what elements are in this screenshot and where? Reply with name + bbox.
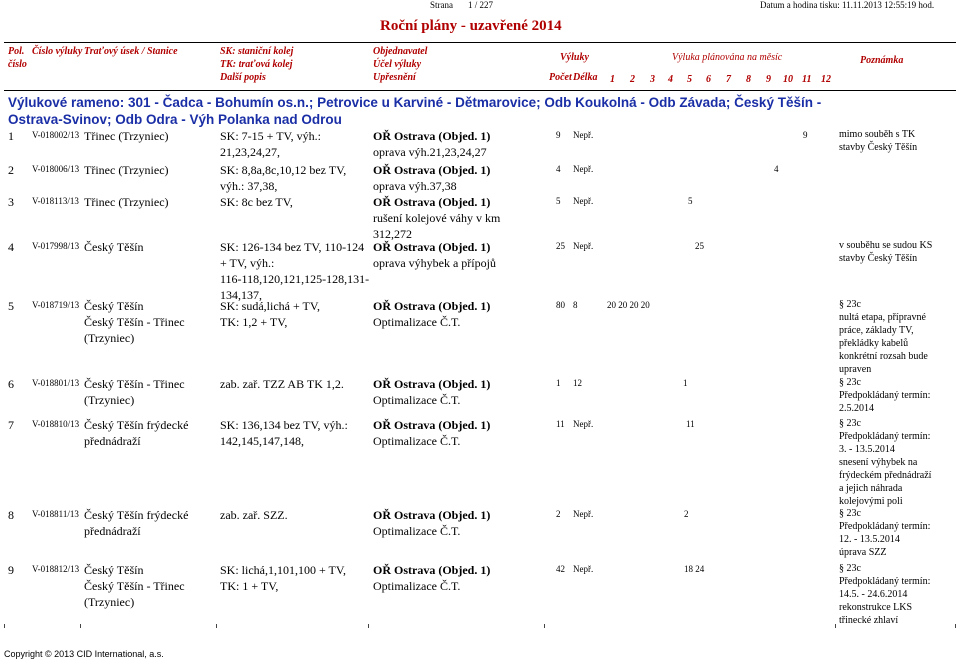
row-note-line: a jejich náhrada — [839, 483, 903, 494]
tick-7 — [955, 624, 956, 628]
row-note-line: překládky kabelů — [839, 338, 909, 349]
col-upresneni: Upřesnění — [373, 72, 416, 83]
row-station: Třinec (Trzyniec) — [84, 195, 169, 209]
row-id: V-018719/13 — [32, 300, 80, 310]
row-ucel-line1: rušení kolejové váhy v km — [373, 211, 501, 225]
page-number: 1 / 227 — [468, 0, 494, 10]
row-sk-line1: SK: 7-15 + TV, výh.: — [220, 129, 322, 143]
row-note-line: § 23c — [839, 508, 861, 519]
row-number: 4 — [8, 240, 14, 254]
row-delka: Nepř. — [573, 419, 594, 429]
row-station: Třinec (Trzyniec) — [84, 163, 169, 177]
row-station: Český Těšín frýdecké — [84, 508, 189, 522]
row-delka: Nepř. — [573, 196, 594, 206]
row-delka: Nepř. — [573, 130, 594, 140]
row-delka: Nepř. — [573, 509, 594, 519]
row-objednavatel: OŘ Ostrava (Objed. 1) — [373, 163, 491, 177]
row-months: 4 — [774, 164, 779, 174]
row-id: V-018006/13 — [32, 164, 80, 174]
row-note-line: § 23c — [839, 563, 861, 574]
row-number: 7 — [8, 418, 14, 432]
row-station: Třinec (Trzyniec) — [84, 129, 169, 143]
col-dalsi-popis: Další popis — [220, 72, 266, 83]
row-station: Český Těšín - Třinec — [84, 377, 185, 391]
row-note-line: snesení výhybek na — [839, 457, 918, 468]
row-note-line: práce, základy TV, — [839, 325, 914, 336]
row-pocet: 11 — [556, 419, 565, 429]
row-delka: 8 — [573, 300, 578, 310]
row-note-line: nultá etapa, přípravné — [839, 312, 926, 323]
col-month-8: 8 — [746, 74, 751, 85]
row-months: 9 — [803, 130, 808, 140]
col-pol: Pol. — [8, 46, 25, 57]
col-cislo-vyluky: Číslo výluky — [32, 46, 83, 57]
row-objednavatel: OŘ Ostrava (Objed. 1) — [373, 563, 491, 577]
row-number: 2 — [8, 163, 14, 177]
row-ucel-line1: Optimalizace Č.T. — [373, 579, 461, 593]
row-objednavatel: OŘ Ostrava (Objed. 1) — [373, 195, 491, 209]
row-objednavatel: OŘ Ostrava (Objed. 1) — [373, 377, 491, 391]
row-station: Český Těšín — [84, 240, 144, 254]
row-station-line3: (Trzyniec) — [84, 595, 135, 609]
row-objednavatel: OŘ Ostrava (Objed. 1) — [373, 299, 491, 313]
row-sk-line3: 116-118,120,121,125-128,131- — [220, 272, 370, 286]
row-note-line: Předpokládaný termín: — [839, 431, 931, 442]
print-date: Datum a hodina tisku: 11.11.2013 12:55:19 hod. — [760, 0, 935, 10]
col-month-1: 1 — [610, 74, 615, 85]
row-note-line: § 23c — [839, 377, 861, 388]
col-delka: Délka — [573, 72, 598, 83]
page-label: Strana — [430, 0, 453, 10]
row-pocet: 1 — [556, 378, 561, 388]
row-note-line: stavby Český Těšín — [839, 142, 918, 153]
row-note-line: Předpokládaný termín: — [839, 521, 931, 532]
col-month-4: 4 — [668, 74, 673, 85]
row-sk-line1: zab. zař. TZZ AB TK 1,2. — [220, 377, 344, 391]
row-id: V-018113/13 — [32, 196, 79, 206]
col-planovana: Výluka plánována na měsíc — [672, 52, 783, 63]
row-station: Český Těšín frýdecké — [84, 418, 189, 432]
row-note-line: 14.5. - 24.6.2014 — [839, 589, 908, 600]
row-id: V-018002/13 — [32, 130, 80, 140]
row-station-line2: Český Těšín - Třinec — [84, 579, 185, 593]
row-number: 5 — [8, 299, 14, 313]
tick-5 — [544, 624, 545, 628]
tick-2 — [80, 624, 81, 628]
col-cislo: číslo — [8, 59, 27, 70]
row-station-line2: (Trzyniec) — [84, 393, 135, 407]
row-note-line: rekonstrukce LKS — [839, 602, 913, 613]
tick-4 — [368, 624, 369, 628]
row-number: 3 — [8, 195, 14, 209]
tick-1 — [4, 624, 5, 628]
row-objednavatel: OŘ Ostrava (Objed. 1) — [373, 240, 491, 254]
row-number: 1 — [8, 129, 14, 143]
col-sk: SK: staniční kolej — [220, 46, 294, 57]
route-heading: Výlukové rameno: 301 - Čadca - Bohumín os.n.; Petrovice u Karviné - Dětmarovice; Odb Koukolná - Odb Závada; Český Těšín - Ostrava-Svinov; Odb Odra - Výh Polanka nad Odrou — [8, 95, 822, 127]
row-pocet: 25 — [556, 241, 565, 251]
row-pocet: 2 — [556, 509, 561, 519]
row-note-line: konkrétní rozsah bude — [839, 351, 928, 362]
row-sk-line2: TK: 1,2 + TV, — [220, 315, 288, 329]
col-poznamka: Poznámka — [860, 55, 904, 66]
col-month-7: 7 — [726, 74, 731, 85]
row-ucel-line1: Optimalizace Č.T. — [373, 524, 461, 538]
row-sk-line1: SK: 8c bez TV, — [220, 195, 293, 209]
row-number: 6 — [8, 377, 14, 391]
row-sk-line2: výh.: 37,38, — [220, 179, 278, 193]
row-months: 18 24 — [684, 564, 705, 574]
row-station: Český Těšín — [84, 563, 144, 577]
row-pocet: 4 — [556, 164, 561, 174]
row-note-line: 12. - 13.5.2014 — [839, 534, 900, 545]
row-id: V-018801/13 — [32, 378, 80, 388]
row-station-line2: přednádraží — [84, 434, 141, 448]
row-delka: 12 — [573, 378, 582, 388]
col-month-10: 10 — [783, 74, 793, 85]
row-sk-line2: 21,23,24,27, — [220, 145, 280, 159]
row-pocet: 42 — [556, 564, 565, 574]
col-ucel: Účel výluky — [373, 59, 422, 70]
row-objednavatel: OŘ Ostrava (Objed. 1) — [373, 508, 491, 522]
row-ucel-line1: Optimalizace Č.T. — [373, 315, 461, 329]
row-id: V-017998/13 — [32, 241, 80, 251]
col-objednavatel: Objednavatel — [373, 46, 428, 57]
header-top-rule — [4, 42, 956, 43]
row-sk-line2: + TV, výh.: — [220, 256, 275, 270]
row-months: 11 — [686, 419, 695, 429]
row-number: 9 — [8, 563, 14, 577]
row-note-line: Předpokládaný termín: — [839, 390, 931, 401]
row-objednavatel: OŘ Ostrava (Objed. 1) — [373, 129, 491, 143]
row-note-line: 3. - 13.5.2014 — [839, 444, 895, 455]
row-pocet: 9 — [556, 130, 561, 140]
col-month-11: 11 — [802, 74, 812, 85]
row-ucel-line1: Optimalizace Č.T. — [373, 393, 461, 407]
row-note-line: 2.5.2014 — [839, 403, 874, 414]
row-station-line3: (Trzyniec) — [84, 331, 135, 345]
row-objednavatel: OŘ Ostrava (Objed. 1) — [373, 418, 491, 432]
copyright-footer: Copyright © 2013 CID International, a.s. — [4, 649, 164, 659]
row-number: 8 — [8, 508, 14, 522]
row-station-line2: Český Těšín - Třinec — [84, 315, 185, 329]
row-id: V-018812/13 — [32, 564, 80, 574]
row-pocet: 80 — [556, 300, 565, 310]
row-ucel-line1: Optimalizace Č.T. — [373, 434, 461, 448]
row-sk-line4: 134,137, — [220, 288, 262, 302]
row-station-line2: přednádraží — [84, 524, 141, 538]
row-months: 2 — [684, 509, 689, 519]
tick-3 — [216, 624, 217, 628]
row-ucel-line2: 312,272 — [373, 227, 412, 241]
col-pocet: Počet — [549, 72, 572, 83]
row-sk-line2: 142,145,147,148, — [220, 434, 304, 448]
row-station: Český Těšín — [84, 299, 144, 313]
row-sk-line1: SK: 136,134 bez TV, výh.: — [220, 418, 348, 432]
row-sk-line1: SK: lichá,1,101,100 + TV, — [220, 563, 346, 577]
row-months: 25 — [695, 241, 704, 251]
tick-6 — [835, 624, 836, 628]
row-sk-line1: SK: 126-134 bez TV, 110-124 — [220, 240, 365, 254]
row-note-line: úprava SZZ — [839, 547, 887, 558]
row-sk-line2: TK: 1 + TV, — [220, 579, 279, 593]
header-bottom-rule — [4, 90, 956, 91]
row-sk-line1: zab. zař. SZZ. — [220, 508, 288, 522]
col-tk: TK: traťová kolej — [220, 59, 293, 70]
row-note-line: upraven — [839, 364, 872, 375]
row-ucel-line1: oprava výh.21,23,24,27 — [373, 145, 487, 159]
row-delka: Nepř. — [573, 564, 594, 574]
row-delka: Nepř. — [573, 164, 594, 174]
row-note-line: stavby Český Těšín — [839, 253, 918, 264]
col-vyluky: Výluky — [560, 52, 589, 63]
row-pocet: 5 — [556, 196, 561, 206]
row-sk-line1: SK: 8,8a,8c,10,12 bez TV, — [220, 163, 347, 177]
row-ucel-line1: oprava výhybek a přípojů — [373, 256, 496, 270]
col-month-5: 5 — [687, 74, 692, 85]
row-months: 20 20 20 20 — [607, 300, 650, 310]
row-months: 1 — [683, 378, 688, 388]
row-note-line: v souběhu se sudou KS — [839, 240, 933, 251]
col-month-2: 2 — [630, 74, 635, 85]
row-id: V-018811/13 — [32, 509, 79, 519]
col-month-3: 3 — [650, 74, 655, 85]
row-note-line: mimo souběh s TK — [839, 129, 916, 140]
row-note-line: § 23c — [839, 418, 861, 429]
row-note-line: § 23c — [839, 299, 861, 310]
row-note-line: frýdeckém přednádraží — [839, 470, 932, 481]
row-sk-line1: SK: sudá,lichá + TV, — [220, 299, 320, 313]
row-note-line: třinecké zhlaví — [839, 615, 899, 626]
row-months: 5 — [688, 196, 693, 206]
col-month-12: 12 — [821, 74, 831, 85]
col-tratovy-usek: Traťový úsek / Stanice — [84, 46, 178, 57]
page-title: Roční plány - uzavřené 2014 — [380, 18, 562, 34]
row-ucel-line1: oprava výh.37,38 — [373, 179, 457, 193]
col-month-9: 9 — [766, 74, 771, 85]
col-month-6: 6 — [706, 74, 711, 85]
row-delka: Nepř. — [573, 241, 594, 251]
row-id: V-018810/13 — [32, 419, 80, 429]
row-note-line: kolejovými poli — [839, 496, 903, 507]
row-note-line: Předpokládaný termín: — [839, 576, 931, 587]
